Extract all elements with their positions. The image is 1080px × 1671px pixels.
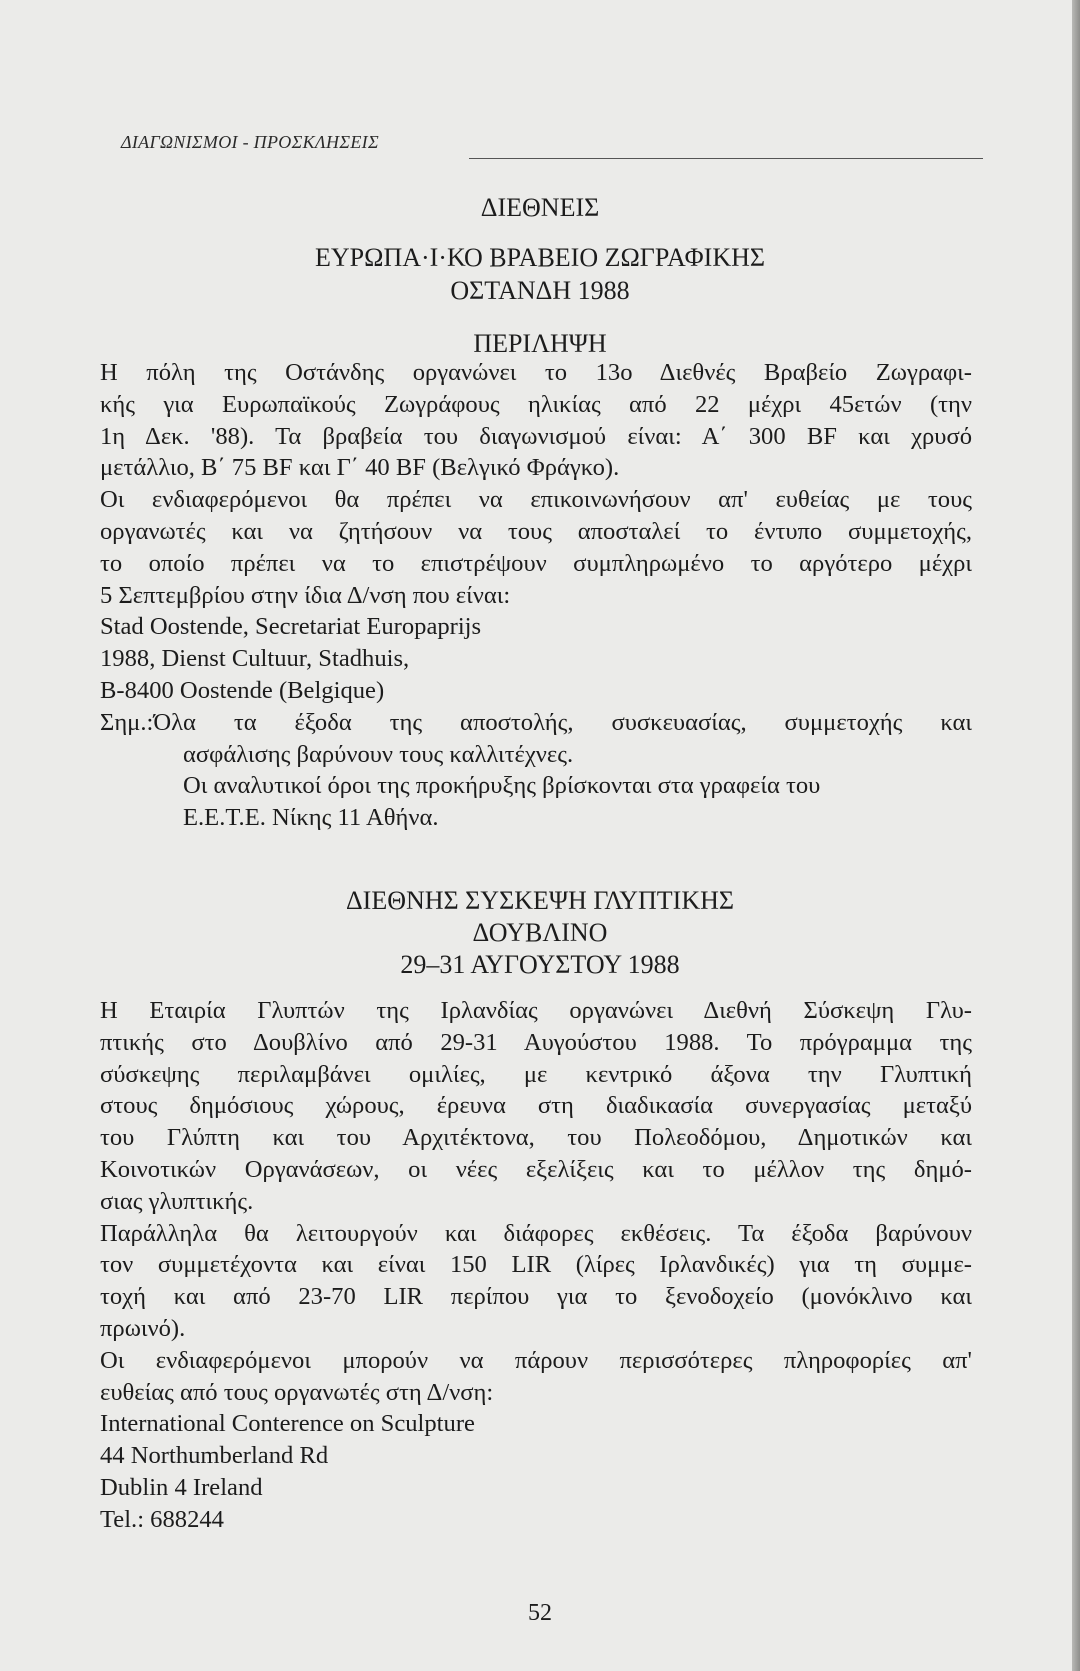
article2-p2-line: πρωινό).	[100, 1314, 186, 1342]
article1-p1-line: κής για Ευρωπαϊκούς Ζωγράφους ηλικίας από 22 μέχρι 45ετών (την	[100, 390, 972, 418]
article2-p1-line: πτικής στο Δουβλίνο από 29-31 Αυγούστου 1988. Το πρόγραμμα της	[100, 1028, 972, 1056]
article2-title-line2: ΔΟΥΒΛΙΝΟ	[472, 918, 608, 947]
article1-note-line: Οι αναλυτικοί όροι της προκήρυξης βρίσκονται στα γραφεία του	[183, 772, 821, 800]
page-edge-shadow	[1072, 0, 1080, 1671]
article1-subtitle: ΠΕΡΙΛΗΨΗ	[473, 329, 607, 358]
article2-p1-line: στους δημόσιους χώρους, έρευνα στη διαδικασία συνεργασίας μεταξύ	[100, 1092, 972, 1120]
article2-body	[100, 995, 972, 1536]
note-text: Όλα τα έξοδα της αποστολής, συσκευασίας, συμμετοχής και	[153, 708, 972, 736]
article1-p1-line: μετάλλιο, Β΄ 75 BF και Γ΄ 40 BF (Βελγικό Φράγκο).	[100, 454, 620, 482]
article2-p1-line: Η Εταιρία Γλυπτών της Ιρλανδίας οργανώνει Διεθνή Σύσκεψη Γλυ-	[100, 997, 972, 1024]
article1-title-line1: ΕΥΡΩΠΑ·Ι·ΚΟ ΒΡΑΒΕΙΟ ΖΩΓΡΑΦΙΚΗΣ	[315, 243, 765, 272]
section-title: ΔΙΕΘΝΕΙΣ	[480, 193, 600, 222]
header-rule	[469, 158, 983, 159]
article1-title-line2: ΟΣΤΑΝΔΗ 1988	[450, 276, 630, 305]
note-label: Σημ.:	[100, 708, 154, 736]
article2-address-line: International Conterence on Sculpture	[100, 1410, 475, 1438]
page-number: 52	[528, 1600, 552, 1626]
article1-note-line: Ε.Ε.Τ.Ε. Νίκης 11 Αθήνα.	[183, 804, 439, 832]
article1-p2-line: Οι ενδιαφερόμενοι θα πρέπει να επικοινωνήσουν απ' ευθείας με τους	[100, 486, 972, 514]
article2-p1-line: σύσκεψης περιλαμβάνει ομιλίες, με κεντρικό άξονα την Γλυπτική	[100, 1060, 972, 1088]
article1-p2-line: οργανωτές και να ζητήσουν να τους αποσταλεί το έντυπο συμμετοχής,	[100, 517, 972, 545]
article1-address-line: 1988, Dienst Cultuur, Stadhuis,	[100, 645, 410, 673]
article2-title-line3: 29–31 ΑΥΓΟΥΣΤΟΥ 1988	[400, 950, 680, 979]
article1-address-line: Stad Oostende, Secretariat Europaprijs	[100, 613, 482, 641]
running-header	[121, 128, 983, 158]
article2-title-line1: ΔΙΕΘΝΗΣ ΣΥΣΚΕΨΗ ΓΛΥΠΤΙΚΗΣ	[345, 886, 735, 915]
article2-p3-line: ευθείας από τους οργανωτές στη Δ/νση:	[100, 1378, 494, 1406]
running-header-text: ΔΙΑΓΩΝΙΣΜΟΙ - ΠΡΟΣΚΛΗΣΕΙΣ	[121, 132, 379, 152]
article1-address-line: B-8400 Oostende (Belgique)	[100, 676, 385, 704]
article2-p1-line: του Γλύπτη και του Αρχιτέκτονα, του Πολεοδόμου, Δημοτικών και	[100, 1124, 972, 1152]
article2-p3-line: Οι ενδιαφερόμενοι μπορούν να πάρουν περισσότερες πληροφορίες απ'	[100, 1346, 972, 1374]
article2-address-line: Dublin 4 Ireland	[100, 1473, 263, 1501]
article1-note-line	[100, 707, 972, 739]
article1-p1-line: 1η Δεκ. '88). Τα βραβεία του διαγωνισμού είναι: Α΄ 300 BF και χρυσό	[100, 422, 972, 450]
article2-address-line: Tel.: 688244	[100, 1505, 224, 1533]
article2-p1-line: σιας γλυπτικής.	[100, 1187, 254, 1215]
article1-p1-line: Η πόλη της Οστάνδης οργανώνει το 13ο Διεθνές Βραβείο Ζωγραφι-	[100, 359, 972, 386]
article2-address-line: 44 Northumberland Rd	[100, 1442, 329, 1470]
article2-p2-line: Παράλληλα θα λειτουργούν και διάφορες εκθέσεις. Τα έξοδα βαρύνουν	[100, 1219, 972, 1247]
article1-body	[100, 357, 972, 834]
article1-note-line: ασφάλισης βαρύνουν τους καλλιτέχνες.	[183, 740, 574, 768]
article1-p2-line: το οποίο πρέπει να το επιστρέψουν συμπληρωμένο το αργότερο μέχρι	[100, 549, 972, 577]
article2-p2-line: τοχή και από 23-70 LIR περίπου για το ξενοδοχείο (μονόκλινο και	[100, 1283, 972, 1311]
article2-p1-line: Κοινοτικών Οργανάσεων, οι νέες εξελίξεις και το μέλλον της δημό-	[100, 1155, 972, 1183]
article1-p2-line: 5 Σεπτεμβρίου στην ίδια Δ/νση που είναι:	[100, 581, 511, 609]
article2-p2-line: τον συμμετέχοντα και είναι 150 LIR (λίρες Ιρλανδικές) για τη συμμε-	[100, 1251, 972, 1279]
